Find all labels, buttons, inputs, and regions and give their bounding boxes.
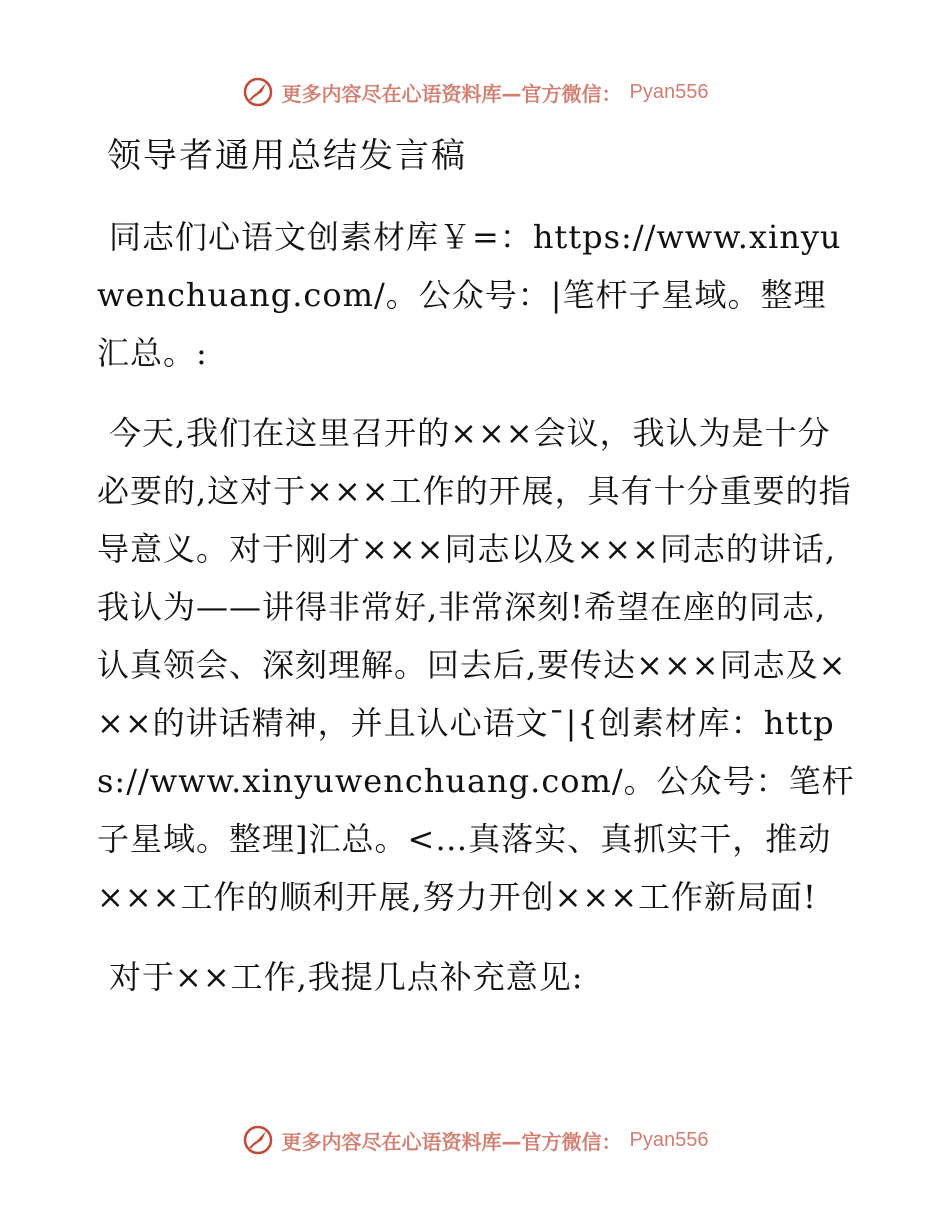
header-banner-text: 更多内容尽在心语资料库—官方微信： [281, 81, 622, 106]
document-title: 领导者通用总结发言稿 [107, 136, 467, 176]
quill-logo-icon [242, 1124, 274, 1156]
paragraph-main: 今天,我们在这里召开的×××会议，我认为是十分必要的,这对于×××工作的开展，具有十分重要的指导意义。对于刚才×××同志以及×××同志的讲话,我认为——讲得非常好,非常深刻!希望在座的同志,认真领会、深刻理解。回去后,要传达×××同志及×××的讲话精神，并且认心语文¯|{创素材库：https://www.xinyuwenchuang.com/。公众号：笔杆子星域。整理]汇总。<…真落实、真抓实干，推动×××工作的顺利开展,努力开创×××工作新局面! [97, 414, 855, 916]
header-banner-contact: Pyan556 [629, 80, 709, 103]
footer-banner [0, 1118, 950, 1162]
paragraph-greeting: 同志们心语文创素材库￥=：https://www.xinyuwenchuang.com/。公众号：|笔杆子星域。整理汇总。: [97, 218, 842, 372]
quill-logo-icon [242, 76, 274, 108]
footer-banner-contact: Pyan556 [629, 1128, 709, 1151]
footer-banner-text: 更多内容尽在心语资料库—官方微信： [281, 1129, 622, 1154]
paragraph-opinions: 对于××工作,我提几点补充意见: [109, 958, 584, 996]
document-body [97, 118, 857, 1006]
header-banner [0, 70, 950, 114]
